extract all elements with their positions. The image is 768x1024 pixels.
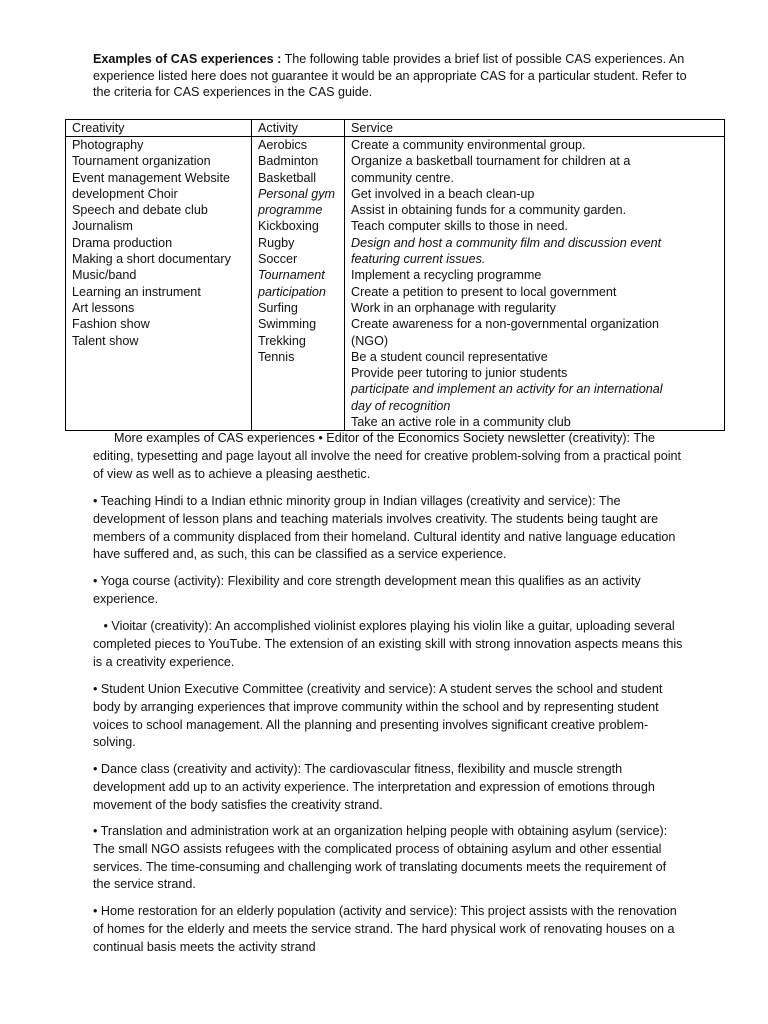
creativity-column: [66, 137, 252, 431]
service-item: Teach computer skills to those in need.: [351, 219, 569, 234]
cas-experiences-table: [65, 119, 725, 431]
intro-paragraph: [93, 51, 693, 101]
service-item: featuring current issues.: [351, 252, 486, 267]
activity-item: Tournament: [258, 268, 325, 283]
header-activity: Activity: [252, 120, 345, 137]
service-item: Take an active role in a community club: [351, 415, 571, 430]
activity-item: Soccer: [258, 252, 298, 267]
activity-item: Aerobics: [258, 138, 307, 152]
creativity-item: Tournament organization: [72, 154, 211, 169]
table-header-row: [66, 120, 725, 137]
creativity-item: Drama production: [72, 235, 173, 250]
service-item: Assist in obtaining funds for a community garden.: [351, 203, 627, 218]
activity-item: Kickboxing: [258, 219, 319, 234]
header-service: Service: [345, 120, 725, 137]
service-item: Create a petition to present to local government: [351, 284, 617, 299]
service-item: Be a student council representative: [351, 349, 548, 364]
example-paragraph: • Teaching Hindi to a Indian ethnic minority group in Indian villages (creativity and service): The development of lesson plans and teaching materials involves creativity. The students being taught are members of a community displaced from their homeland. Cultural identity and native language education have suffered and, as such, this can be classified as a service experience.: [93, 494, 679, 562]
example-paragraph: • Home restoration for an elderly population (activity and service): This project assists with the renovation of homes for the elderly and meets the service strand. The hard physical work of renovating houses on a continual basis meets the activity strand: [93, 904, 681, 954]
creativity-item: Journalism: [72, 219, 133, 234]
service-item: community centre.: [351, 170, 454, 185]
example-paragraph: More examples of CAS experiences • Editor of the Economics Society newsletter (creativity): The editing, typesetting and page layout all involve the need for creative problem-solving from a practical point of view as well as to achieve a pleasing aesthetic.: [93, 431, 685, 481]
service-item: participate and implement an activity for an international: [351, 382, 663, 397]
creativity-item: Talent show: [72, 333, 139, 348]
activity-item: Tennis: [258, 349, 295, 364]
service-item: Provide peer tutoring to junior students: [351, 366, 568, 381]
example-paragraph: • Student Union Executive Committee (creativity and service): A student serves the school and student body by arranging experiences that improve community within the school and by representing student voices to school management. All the planning and presenting involves significant creative problem-solving.: [93, 682, 666, 750]
example-paragraph: • Vioitar (creativity): An accomplished violinist explores playing his violin like a guitar, uploading several completed pieces to YouTube. The extension of an existing skill with strong innovation aspects means this is a creativity experience.: [93, 619, 686, 669]
activity-item: Badminton: [258, 154, 319, 169]
activity-item: participation: [258, 284, 326, 299]
service-item: Work in an orphanage with regularity: [351, 300, 556, 315]
header-creativity: Creativity: [66, 120, 252, 137]
creativity-item: Making a short documentary: [72, 252, 231, 267]
activity-item: Rugby: [258, 235, 295, 250]
creativity-item: Art lessons: [72, 300, 135, 315]
example-paragraph: • Dance class (creativity and activity): The cardiovascular fitness, flexibility and muscle strength development add up to an activity experience. The interpretation and expression of emotions through movement of the body satisfies the creativity strand.: [93, 762, 659, 812]
service-column: [345, 137, 725, 431]
creativity-item: development Choir: [72, 186, 178, 201]
service-item: Organize a basketball tournament for children at a: [351, 154, 631, 169]
activity-item: Basketball: [258, 170, 317, 185]
service-item: Implement a recycling programme: [351, 268, 542, 283]
example-paragraph: • Translation and administration work at an organization helping people with obtaining asylum (service): The small NGO assists refugees with the complicated process of obtaining asylum and other essential services. The time-consuming and challenging work of translating documents meets the requirement of the service strand.: [93, 824, 671, 892]
creativity-item: Photography: [72, 138, 144, 152]
service-item: day of recognition: [351, 398, 451, 413]
service-item: Get involved in a beach clean-up: [351, 186, 535, 201]
table-body-row: [66, 137, 725, 431]
creativity-item: Speech and debate club: [72, 203, 208, 218]
service-item: Create awareness for a non-governmental organization: [351, 317, 660, 332]
service-item: (NGO): [351, 333, 389, 348]
activity-item: Surfing: [258, 300, 298, 315]
service-item: Create a community environmental group.: [351, 138, 586, 152]
service-item: Design and host a community film and discussion event: [351, 235, 662, 250]
intro-heading: Examples of CAS experiences :: [93, 52, 282, 66]
activity-column: [252, 137, 345, 431]
activity-item: Swimming: [258, 317, 317, 332]
creativity-item: Music/band: [72, 268, 137, 283]
activity-item: Trekking: [258, 333, 306, 348]
activity-item: Personal gym: [258, 186, 335, 201]
creativity-item: Event management Website: [72, 170, 230, 185]
creativity-item: Learning an instrument: [72, 284, 201, 299]
example-paragraph: • Yoga course (activity): Flexibility and core strength development mean this qualifies as an activity experience.: [93, 574, 645, 606]
activity-item: programme: [258, 203, 323, 218]
creativity-item: Fashion show: [72, 317, 150, 332]
intro-text: The following table provides a brief list of possible CAS experiences. An experience listed here does not guarantee it would be an appropriate CAS for a particular student. Refer to the criteria for CAS experiences in the CAS guide.: [93, 52, 687, 100]
